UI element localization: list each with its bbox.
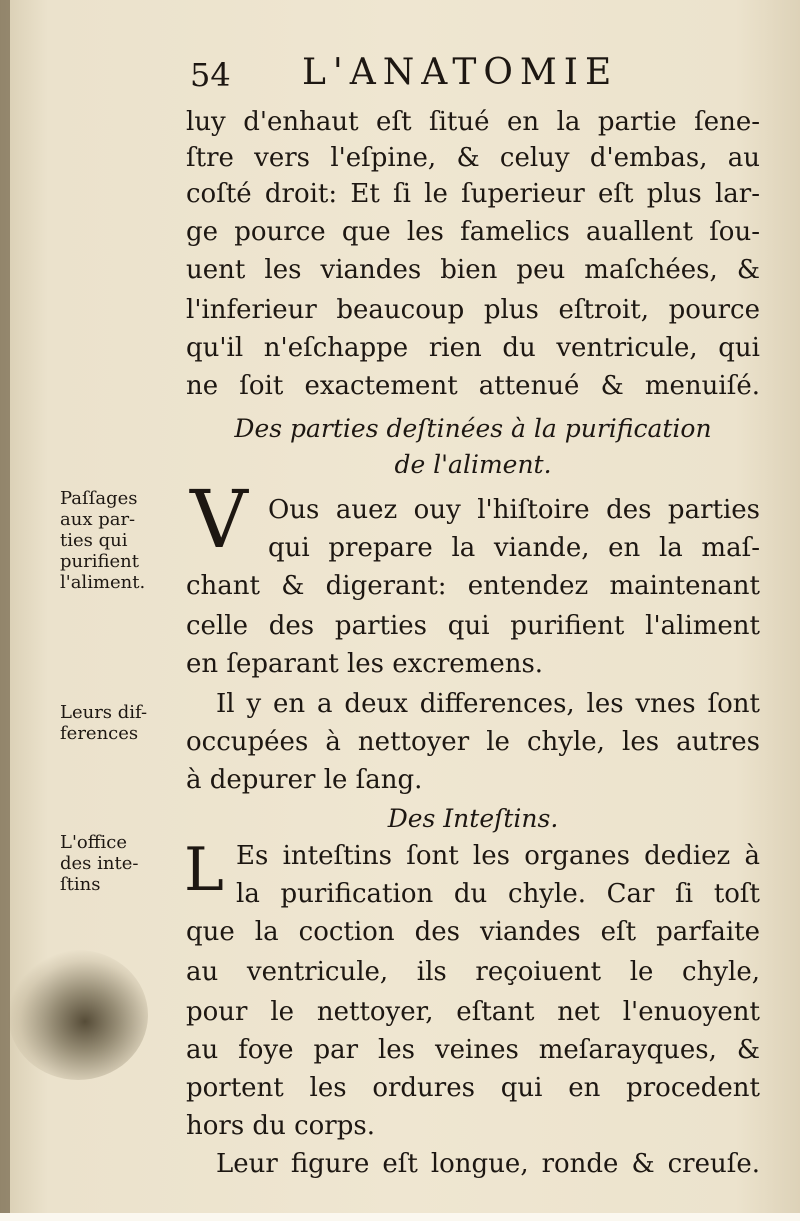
text-line: au foye par les veines meſarayques, & (186, 1035, 760, 1065)
text-line: Es inteſtins ſont les organes dediez à (236, 841, 760, 871)
text-line: ne ſoit exactement attenué & menuiſé. (186, 371, 760, 401)
drop-cap: L (184, 835, 224, 905)
text-line: Ous auez ouy l'hiſtoire des parties (268, 495, 760, 525)
text-line: hors du corps. (186, 1111, 375, 1141)
text-line: au ventricule, ils reçoiuent le chyle, (186, 957, 760, 987)
margin-note-line: ſtins (60, 874, 101, 895)
section-heading: de l'aliment. (394, 450, 552, 479)
section-heading: Des Inteſtins. (387, 804, 559, 833)
page-number: 54 (190, 56, 231, 94)
text-line: Il y en a deux differences, les vnes ſont (216, 689, 760, 719)
text-line: qu'il n'eſchappe rien du ventricule, qui (186, 333, 760, 363)
margin-note (60, 488, 185, 593)
text-line: la purification du chyle. Car ſi toſt (236, 879, 760, 909)
text-line: à depurer le ſang. (186, 765, 423, 795)
ink-stain (8, 950, 148, 1080)
margin-note-line: Paſſages (60, 488, 138, 509)
text-line: l'inferieur beaucoup plus eſtroit, pource (186, 295, 760, 325)
text-line: que la coction des viandes eſt parfaite (186, 917, 760, 947)
drop-cap: V (190, 473, 248, 566)
margin-note-line: ferences (60, 723, 139, 744)
margin-note-line: des inte- (60, 853, 139, 874)
running-head: L'ANATOMIE (302, 52, 619, 93)
text-line: coſté droit: Et ſi le ſuperieur eſt plus lar- (186, 179, 760, 209)
margin-note-line: l'aliment. (60, 572, 146, 593)
page-bottom-edge (0, 1213, 800, 1221)
text-line: en ſeparant les excremens. (186, 649, 544, 679)
text-line: Leur figure eſt longue, ronde & creuſe. (216, 1149, 760, 1179)
margin-note-line: L'office (60, 832, 128, 853)
text-line: qui prepare la viande, en la maſ- (268, 533, 760, 563)
text-line: celle des parties qui purifient l'aliment (186, 611, 760, 641)
text-line: portent les ordures qui en procedent (186, 1073, 760, 1103)
margin-note-line: aux par- (60, 509, 136, 530)
margin-note-line: Leurs dif- (60, 702, 148, 723)
text-line: chant & digerant: entendez maintenant (186, 571, 760, 601)
text-line: luy d'enhaut eſt ſitué en la partie ſene- (186, 107, 760, 137)
margin-note-line: purifient (60, 551, 139, 572)
page-gutter-shadow (0, 0, 10, 1221)
text-line: uent les viandes bien peu maſchées, & (186, 255, 760, 285)
section-heading: Des parties deſtinées à la purification (234, 414, 712, 443)
text-line: ge pource que les famelics auallent ſou- (186, 217, 760, 247)
page-header (190, 52, 660, 102)
margin-note-line: ties qui (60, 530, 128, 551)
margin-note (60, 702, 185, 744)
margin-note (60, 832, 185, 895)
text-line: pour le nettoyer, eſtant net l'enuoyent (186, 997, 760, 1027)
text-line: occupées à nettoyer le chyle, les autres (186, 727, 760, 757)
text-line: ſtre vers l'eſpine, & celuy d'embas, au (186, 143, 760, 173)
